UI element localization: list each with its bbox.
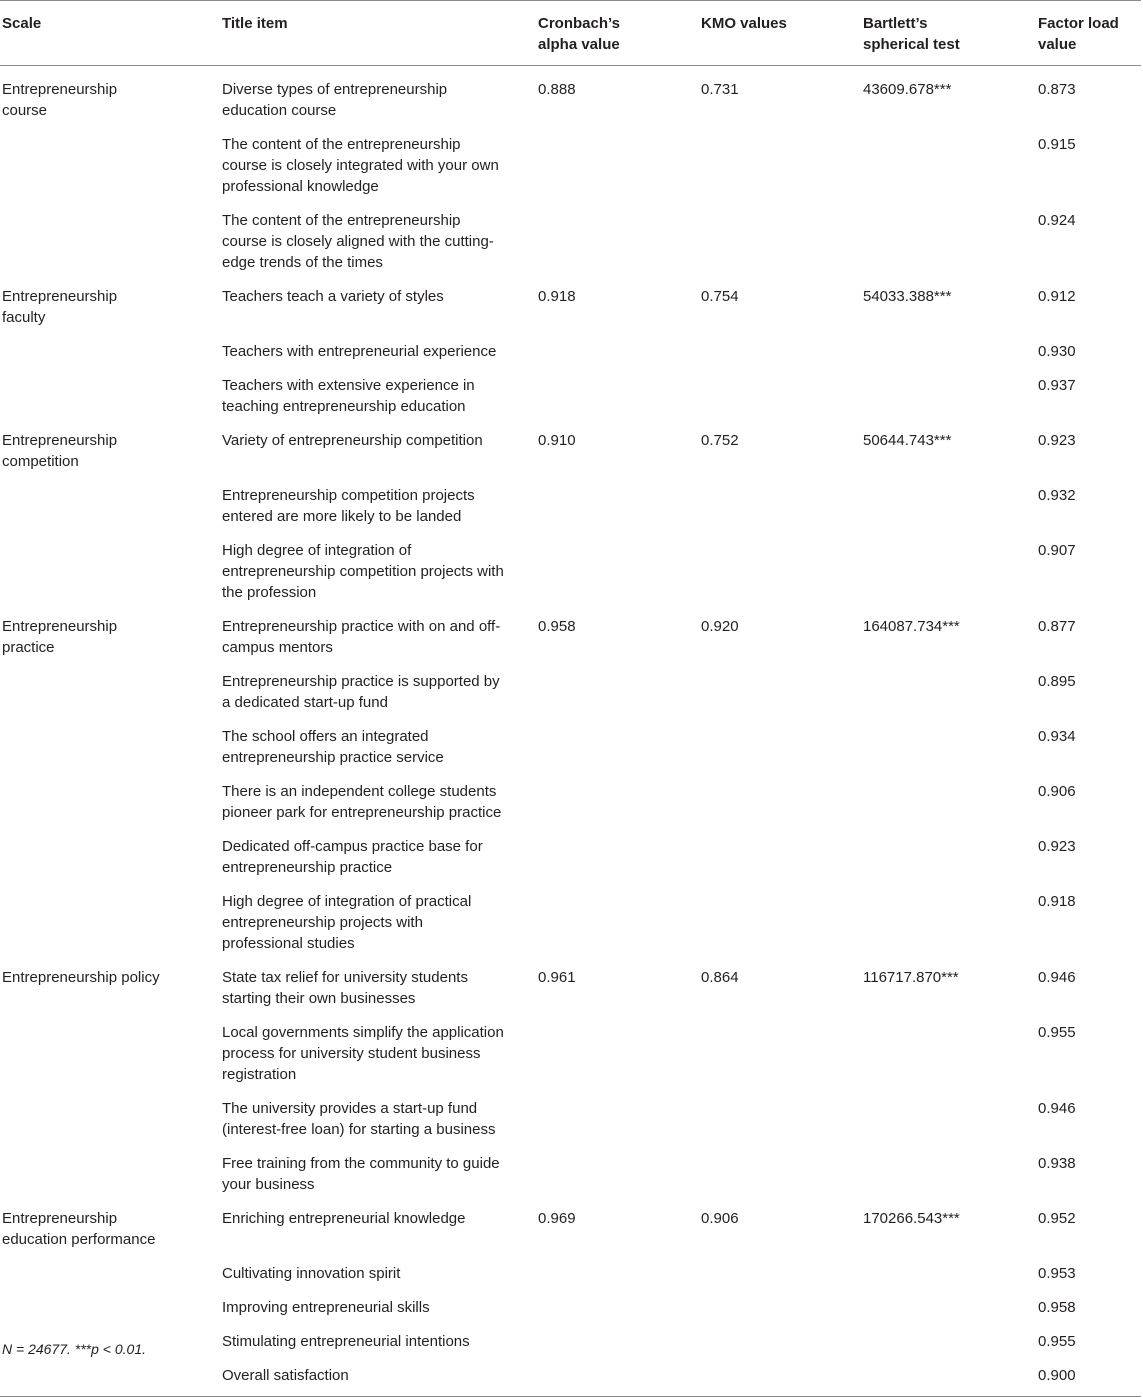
cell-factor-load: 0.900 [1038, 1367, 1076, 1384]
table-header-row [0, 1, 1141, 66]
cell-bartlett: 170266.543*** [863, 1210, 960, 1227]
cell-scale [0, 197, 220, 273]
cell-kmo: 0.752 [701, 432, 739, 449]
cell-cronbach-alpha [536, 1284, 699, 1318]
cell-factor-load: 0.937 [1038, 377, 1076, 394]
cell-kmo [699, 197, 861, 273]
table-row [0, 1250, 1141, 1284]
cell-title-item: Entrepreneurship practice is supported by a dedicated start-up fund [222, 673, 500, 711]
cell-cronbach-alpha: 0.888 [538, 81, 576, 98]
cell-bartlett [861, 1284, 1036, 1318]
cell-factor-load: 0.934 [1038, 728, 1076, 745]
cell-title-item: Cultivating innovation spirit [222, 1265, 401, 1282]
cell-bartlett: 164087.734*** [863, 618, 960, 635]
cell-scale [0, 878, 220, 954]
cell-title-item: The university provides a start-up fund (interest-free loan) for starting a business [222, 1100, 496, 1138]
header-kmo: KMO values [699, 1, 861, 66]
cell-factor-load: 0.923 [1038, 432, 1076, 449]
cell-cronbach-alpha [536, 328, 699, 362]
table-row [0, 527, 1141, 603]
cell-title-item: The content of the entrepreneurship course is closely integrated with your own professional knowledge [222, 136, 499, 195]
table-row [0, 954, 1141, 1009]
cell-cronbach-alpha: 0.918 [538, 288, 576, 305]
cell-cronbach-alpha [536, 878, 699, 954]
cell-title-item: Teachers with entrepreneurial experience [222, 343, 497, 360]
cell-kmo [699, 1352, 861, 1397]
table-row [0, 823, 1141, 878]
cell-kmo [699, 328, 861, 362]
table-row [0, 768, 1141, 823]
table-row [0, 878, 1141, 954]
cell-bartlett [861, 1250, 1036, 1284]
table-row [0, 1195, 1141, 1250]
cell-cronbach-alpha [536, 472, 699, 527]
table-row [0, 417, 1141, 472]
table-row [0, 472, 1141, 527]
cell-cronbach-alpha: 0.969 [538, 1210, 576, 1227]
cell-factor-load: 0.952 [1038, 1210, 1076, 1227]
cell-scale [0, 823, 220, 878]
cell-bartlett [861, 1352, 1036, 1397]
table-row [0, 1009, 1141, 1085]
table-row [0, 273, 1141, 328]
cell-bartlett: 54033.388*** [863, 288, 952, 305]
cell-cronbach-alpha [536, 197, 699, 273]
cell-scale: Entrepreneurship course [2, 81, 118, 119]
cell-cronbach-alpha [536, 527, 699, 603]
cell-scale [0, 1250, 220, 1284]
cell-bartlett [861, 878, 1036, 954]
table-row [0, 1318, 1141, 1352]
cell-scale [0, 1284, 220, 1318]
cell-scale: Entrepreneurship practice [2, 618, 118, 656]
cell-scale [0, 1085, 220, 1140]
cell-factor-load: 0.923 [1038, 838, 1076, 855]
cell-bartlett [861, 1085, 1036, 1140]
cell-kmo [699, 362, 861, 417]
cell-factor-load: 0.955 [1038, 1333, 1076, 1350]
cell-cronbach-alpha [536, 1352, 699, 1397]
cell-cronbach-alpha [536, 1009, 699, 1085]
table-row [0, 197, 1141, 273]
cell-title-item: Teachers teach a variety of styles [222, 288, 444, 305]
header-title-item: Title item [220, 1, 536, 66]
cell-kmo [699, 1140, 861, 1195]
cell-cronbach-alpha [536, 658, 699, 713]
cell-factor-load: 0.895 [1038, 673, 1076, 690]
cell-scale: Entrepreneurship competition [2, 432, 118, 470]
cell-kmo: 0.731 [701, 81, 739, 98]
cell-title-item: Dedicated off-campus practice base for entrepreneurship practice [222, 838, 483, 876]
cell-title-item: High degree of integration of practical entrepreneurship projects with professional studies [222, 893, 472, 952]
cell-factor-load: 0.930 [1038, 343, 1076, 360]
cell-factor-load: 0.918 [1038, 893, 1076, 910]
cell-title-item: Free training from the community to guide your business [222, 1155, 500, 1193]
cell-kmo [699, 768, 861, 823]
cell-cronbach-alpha [536, 1140, 699, 1195]
cell-factor-load: 0.924 [1038, 212, 1076, 229]
cell-title-item: Improving entrepreneurial skills [222, 1299, 430, 1316]
cell-bartlett: 43609.678*** [863, 81, 952, 98]
cell-title-item: Teachers with extensive experience in teaching entrepreneurship education [222, 377, 475, 415]
table-row [0, 328, 1141, 362]
cell-cronbach-alpha [536, 768, 699, 823]
table-row [0, 121, 1141, 197]
cell-bartlett [861, 1140, 1036, 1195]
cell-cronbach-alpha: 0.961 [538, 969, 576, 986]
cell-factor-load: 0.873 [1038, 81, 1076, 98]
cell-kmo [699, 1318, 861, 1352]
header-scale: Scale [0, 1, 220, 66]
cell-scale [0, 1140, 220, 1195]
cell-scale [0, 121, 220, 197]
cell-bartlett: 116717.870*** [863, 969, 959, 986]
table-footnote: N = 24677. ***p < 0.01. [2, 1341, 146, 1357]
cell-scale [0, 362, 220, 417]
cell-cronbach-alpha [536, 823, 699, 878]
cell-bartlett [861, 527, 1036, 603]
cell-bartlett [861, 121, 1036, 197]
cell-cronbach-alpha [536, 362, 699, 417]
cell-bartlett: 50644.743*** [863, 432, 952, 449]
cell-cronbach-alpha [536, 1085, 699, 1140]
table-row [0, 1352, 1141, 1397]
table-row [0, 603, 1141, 658]
cell-title-item: There is an independent college students pioneer park for entrepreneurship practice [222, 783, 502, 821]
cell-kmo: 0.754 [701, 288, 739, 305]
cell-factor-load: 0.958 [1038, 1299, 1076, 1316]
cell-title-item: Local governments simplify the application process for university student business registration [222, 1024, 504, 1083]
table-row [0, 1085, 1141, 1140]
cell-cronbach-alpha [536, 713, 699, 768]
cell-bartlett [861, 1009, 1036, 1085]
cell-factor-load: 0.955 [1038, 1024, 1076, 1041]
header-cronbach-alpha: Cronbach’s alpha value [536, 1, 699, 66]
cell-factor-load: 0.907 [1038, 542, 1076, 559]
cell-factor-load: 0.946 [1038, 969, 1076, 986]
table-row [0, 658, 1141, 713]
header-bartlett: Bartlett’s spherical test [861, 1, 1036, 66]
cell-bartlett [861, 713, 1036, 768]
cell-kmo: 0.906 [701, 1210, 739, 1227]
table-row [0, 66, 1141, 122]
cell-factor-load: 0.906 [1038, 783, 1076, 800]
cell-title-item: Diverse types of entrepreneurship education course [222, 81, 448, 119]
cell-bartlett [861, 768, 1036, 823]
cell-kmo [699, 823, 861, 878]
cell-scale [0, 768, 220, 823]
table-row [0, 1284, 1141, 1318]
cell-title-item: High degree of integration of entrepreneurship competition projects with the profession [222, 542, 504, 601]
cell-kmo [699, 658, 861, 713]
cell-bartlett [861, 472, 1036, 527]
cell-kmo [699, 1284, 861, 1318]
cell-title-item: Entrepreneurship practice with on and off-campus mentors [222, 618, 501, 656]
cell-cronbach-alpha [536, 1318, 699, 1352]
cell-title-item: Variety of entrepreneurship competition [222, 432, 483, 449]
cell-cronbach-alpha [536, 121, 699, 197]
cell-kmo [699, 878, 861, 954]
cell-title-item: Entrepreneurship competition projects entered are more likely to be landed [222, 487, 475, 525]
cell-kmo [699, 713, 861, 768]
cell-kmo: 0.864 [701, 969, 739, 986]
cell-scale [0, 1009, 220, 1085]
cell-factor-load: 0.912 [1038, 288, 1076, 305]
cell-title-item: The school offers an integrated entrepreneurship practice service [222, 728, 444, 766]
cell-bartlett [861, 197, 1036, 273]
table-row [0, 713, 1141, 768]
cell-scale [0, 713, 220, 768]
cell-scale [0, 658, 220, 713]
cell-bartlett [861, 362, 1036, 417]
cell-factor-load: 0.946 [1038, 1100, 1076, 1117]
cell-scale: Entrepreneurship faculty [2, 288, 118, 326]
cell-kmo [699, 1250, 861, 1284]
cell-factor-load: 0.953 [1038, 1265, 1076, 1282]
cell-scale [0, 1352, 220, 1397]
table-body [0, 66, 1141, 1397]
cell-title-item: The content of the entrepreneurship course is closely aligned with the cutting-edge trends of the times [222, 212, 494, 271]
cell-factor-load: 0.932 [1038, 487, 1076, 504]
cell-title-item: State tax relief for university students starting their own businesses [222, 969, 468, 1007]
cell-kmo [699, 527, 861, 603]
cell-scale: Entrepreneurship policy [2, 969, 160, 986]
cell-scale [0, 472, 220, 527]
cell-kmo [699, 472, 861, 527]
cell-bartlett [861, 328, 1036, 362]
cell-cronbach-alpha: 0.958 [538, 618, 576, 635]
header-factor-load: Factor load value [1036, 1, 1141, 66]
cell-kmo [699, 1009, 861, 1085]
cell-bartlett [861, 823, 1036, 878]
cell-cronbach-alpha [536, 1250, 699, 1284]
table-row [0, 1140, 1141, 1195]
cell-scale [0, 527, 220, 603]
table-row [0, 362, 1141, 417]
cell-title-item: Stimulating entrepreneurial intentions [222, 1333, 470, 1350]
cell-title-item: Overall satisfaction [222, 1367, 349, 1384]
cell-factor-load: 0.915 [1038, 136, 1076, 153]
cell-title-item: Enriching entrepreneurial knowledge [222, 1210, 466, 1227]
cell-factor-load: 0.938 [1038, 1155, 1076, 1172]
cell-kmo: 0.920 [701, 618, 739, 635]
cell-scale [0, 328, 220, 362]
cell-cronbach-alpha: 0.910 [538, 432, 576, 449]
cell-bartlett [861, 1318, 1036, 1352]
cell-kmo [699, 1085, 861, 1140]
cell-factor-load: 0.877 [1038, 618, 1076, 635]
cell-kmo [699, 121, 861, 197]
cell-bartlett [861, 658, 1036, 713]
cell-scale: Entrepreneurship education performance [2, 1210, 156, 1248]
